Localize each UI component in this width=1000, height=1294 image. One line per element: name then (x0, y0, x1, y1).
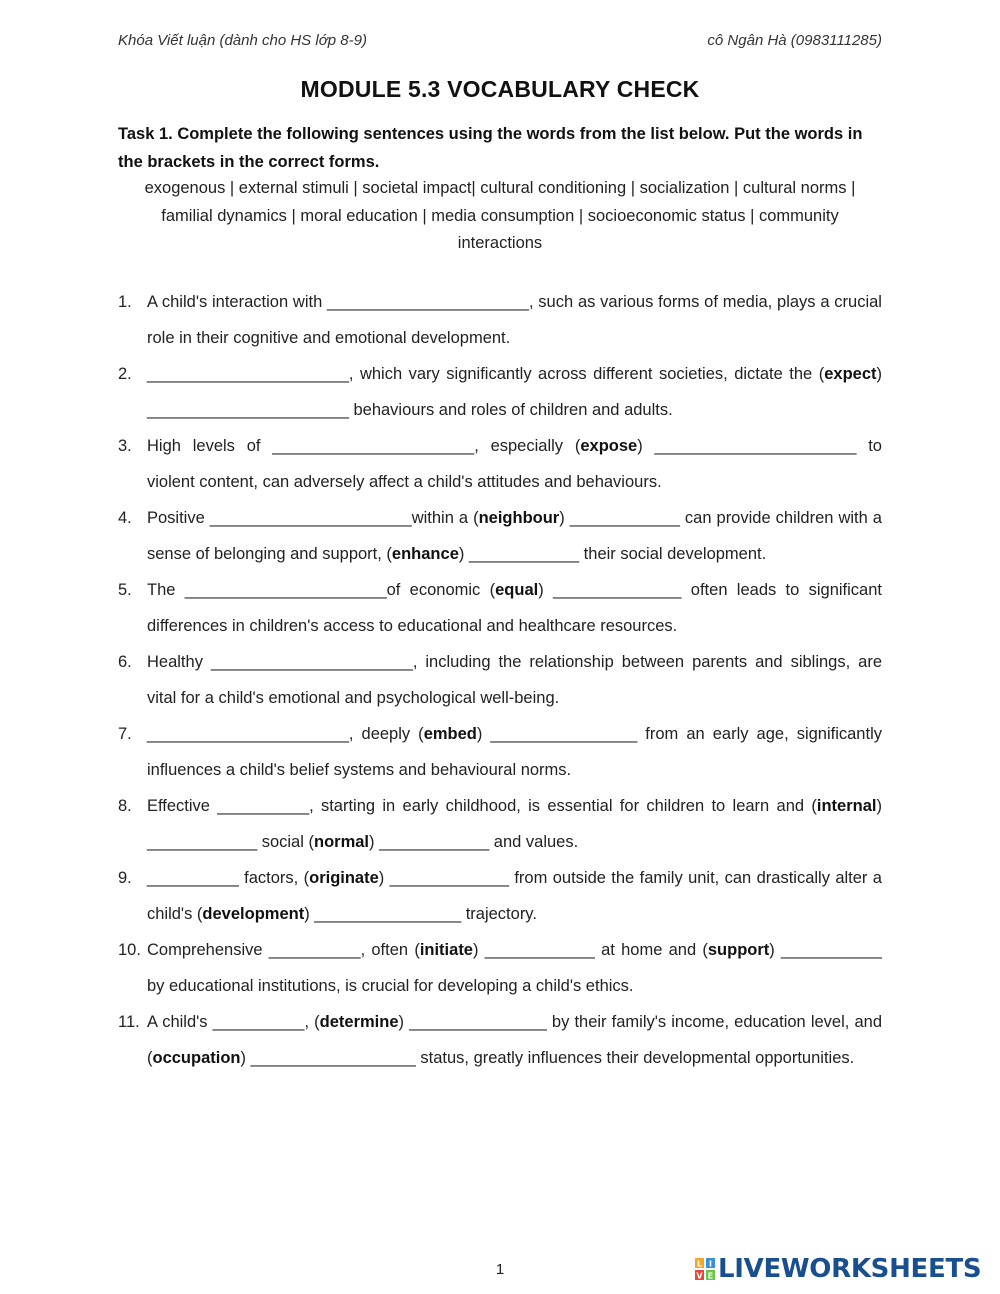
word-to-transform: determine (319, 1013, 399, 1031)
answer-blank[interactable]: ______________________ (147, 725, 349, 743)
question-text-segment: status, greatly influences their developmental opportunities. (415, 1049, 855, 1067)
question-text-segment: ) (304, 905, 315, 923)
answer-blank[interactable]: ______________________ (210, 653, 413, 671)
question-item (118, 284, 882, 356)
question-text-segment: ) (458, 545, 469, 563)
answer-blank[interactable]: ____________ (379, 833, 490, 851)
answer-blank[interactable]: __________ (217, 797, 310, 815)
question-text-segment: to violent content, can adversely affect a child's attitudes and behaviours. (147, 437, 882, 491)
question-item (118, 932, 882, 1004)
question-text-segment: ) (637, 437, 655, 455)
svg-text:E: E (707, 1271, 714, 1281)
question-text-segment: social ( (257, 833, 314, 851)
question-text-segment: within a ( (411, 509, 479, 527)
svg-text:L: L (696, 1259, 703, 1269)
question-number: 4. (118, 509, 132, 527)
answer-blank[interactable]: ______________________ (147, 401, 349, 419)
question-text (147, 1004, 882, 1076)
question-text-segment: ) (240, 1049, 251, 1067)
question-text-segment: from an early age, significantly influences a child's belief systems and behavioural norms. (147, 725, 882, 779)
question-text-segment: from outside the family unit, can drastically alter a child's ( (147, 869, 882, 923)
question-item (118, 572, 882, 644)
word-to-transform: support (707, 941, 770, 959)
word-to-transform: occupation (152, 1049, 241, 1067)
question-item (118, 788, 882, 860)
answer-blank[interactable]: ____________ (147, 833, 258, 851)
question-text (147, 500, 882, 572)
svg-text:I: I (709, 1259, 712, 1269)
question-text (147, 860, 882, 932)
question-text-segment: their social development. (579, 545, 767, 563)
word-list: exogenous | external stimuli | societal impact| cultural conditioning | socialization | cultural norms | familial dynamics | moral education | media consumption | socioeconomic status | community interactions (144, 179, 856, 252)
word-to-transform: development (202, 905, 305, 923)
question-number: 7. (118, 725, 132, 743)
question-number: 8. (118, 797, 132, 815)
answer-blank[interactable]: _____________ (389, 869, 509, 887)
question-text-segment: , often ( (360, 941, 420, 959)
question-text-segment: and values. (489, 833, 579, 851)
question-number: 9. (118, 869, 132, 887)
word-to-transform: equal (495, 581, 539, 599)
brand-name: LIVEWORKSHEETS (718, 1254, 982, 1284)
answer-blank[interactable]: ______________________ (272, 437, 475, 455)
question-list (118, 284, 882, 1076)
question-text-segment: , which vary significantly across different societies, dictate the ( (348, 365, 825, 383)
question-text-segment: , starting in early childhood, is essential for children to learn and ( (309, 797, 817, 815)
question-text-segment: of economic ( (386, 581, 496, 599)
word-to-transform: neighbour (478, 509, 560, 527)
question-item (118, 356, 882, 428)
question-text-segment: A child's (147, 1013, 213, 1031)
answer-blank[interactable]: ______________________ (654, 437, 857, 455)
question-text-segment: ) (476, 725, 491, 743)
word-to-transform: embed (423, 725, 477, 743)
answer-blank[interactable]: ___________ (781, 941, 882, 959)
question-text-segment: The (147, 581, 185, 599)
answer-blank[interactable]: _______________ (409, 1013, 547, 1031)
question-number: 5. (118, 581, 132, 599)
answer-blank[interactable]: ______________________ (147, 365, 349, 383)
answer-blank[interactable]: ________________ (314, 905, 462, 923)
question-number: 10. (118, 941, 141, 959)
question-text-segment: factors, ( (238, 869, 310, 887)
question-text-segment: Comprehensive (147, 941, 269, 959)
question-text-segment: behaviours and roles of children and adults. (348, 401, 673, 419)
question-text-segment: , ( (304, 1013, 320, 1031)
liveworksheets-logo-icon (694, 1257, 716, 1281)
question-number: 6. (118, 653, 132, 671)
question-text (147, 572, 882, 644)
word-to-transform: internal (816, 797, 877, 815)
question-text-segment: Healthy (147, 653, 211, 671)
question-text-segment: ) (538, 581, 554, 599)
answer-blank[interactable]: ______________________ (184, 581, 387, 599)
svg-text:V: V (696, 1271, 703, 1281)
question-text-segment: often leads to significant differences in children's access to educational and healthcare resources. (147, 581, 882, 635)
word-to-transform: originate (309, 869, 379, 887)
word-to-transform: enhance (391, 545, 459, 563)
question-text-segment: ) (369, 833, 380, 851)
answer-blank[interactable]: ______________ (553, 581, 682, 599)
task-instructions: Task 1. Complete the following sentences using the words from the list below. Put the words in the brackets in the correct forms. (118, 125, 863, 171)
answer-blank[interactable]: ____________ (569, 509, 680, 527)
question-text-segment: High levels of (147, 437, 273, 455)
question-text-segment: ) (876, 365, 882, 383)
answer-blank[interactable]: __________________ (250, 1049, 416, 1067)
question-text-segment: ) (876, 797, 882, 815)
question-text-segment: ) (559, 509, 570, 527)
word-to-transform: normal (313, 833, 369, 851)
question-item (118, 716, 882, 788)
answer-blank[interactable]: ______________________ (327, 293, 529, 311)
word-to-transform: expect (824, 365, 877, 383)
question-text (147, 932, 882, 1004)
word-to-transform: expose (580, 437, 638, 455)
question-text (147, 644, 882, 716)
question-text-segment: at home and ( (594, 941, 708, 959)
answer-blank[interactable]: ____________ (468, 545, 580, 563)
question-text-segment: can provide children with a sense of belonging and support, ( (147, 509, 882, 563)
question-text-segment: by their family's income, education level, and ( (147, 1013, 882, 1067)
question-text (147, 284, 882, 356)
page-number: 1 (495, 1261, 505, 1278)
question-text-segment: Effective (147, 797, 218, 815)
question-text-segment: Positive (147, 509, 210, 527)
question-text-segment: , deeply ( (348, 725, 424, 743)
header-teacher-contact: cô Ngân Hà (0983111285) (707, 32, 882, 49)
question-text-segment: , including the relationship between parents and siblings, are vital for a child's emotional and psychological well-being. (147, 653, 882, 707)
answer-blank[interactable]: ________________ (490, 725, 638, 743)
question-number: 2. (118, 365, 132, 383)
header-course-title: Khóa Viết luận (dành cho HS lớp 8-9) (118, 32, 367, 49)
question-number: 11. (118, 1013, 140, 1031)
liveworksheets-brand[interactable] (694, 1254, 981, 1284)
question-text (147, 356, 882, 428)
question-item (118, 1004, 882, 1076)
word-to-transform: initiate (419, 941, 473, 959)
answer-blank[interactable]: __________ (212, 1013, 305, 1031)
question-text-segment: A child's interaction with (147, 293, 328, 311)
page-title: MODULE 5.3 VOCABULARY CHECK (300, 76, 700, 102)
question-text-segment: trajectory. (461, 905, 537, 923)
question-text-segment: ) (473, 941, 485, 959)
question-text-segment: ) (378, 869, 390, 887)
question-text-segment: by educational institutions, is crucial for developing a child's ethics. (147, 977, 634, 995)
question-text (147, 788, 882, 860)
answer-blank[interactable]: __________ (268, 941, 361, 959)
question-number: 3. (118, 437, 132, 455)
question-text-segment: , such as various forms of media, plays a crucial role in their cognitive and emotional development. (147, 293, 882, 347)
question-text-segment: ) (398, 1013, 410, 1031)
answer-blank[interactable]: ______________________ (209, 509, 412, 527)
question-text-segment: , especially ( (474, 437, 581, 455)
question-item (118, 860, 882, 932)
question-text-segment: ) (769, 941, 782, 959)
answer-blank[interactable]: ____________ (484, 941, 595, 959)
question-item (118, 428, 882, 500)
question-text (147, 716, 882, 788)
question-item (118, 500, 882, 572)
question-item (118, 644, 882, 716)
question-number: 1. (118, 293, 132, 311)
question-text (147, 428, 882, 500)
answer-blank[interactable]: __________ (147, 869, 239, 887)
